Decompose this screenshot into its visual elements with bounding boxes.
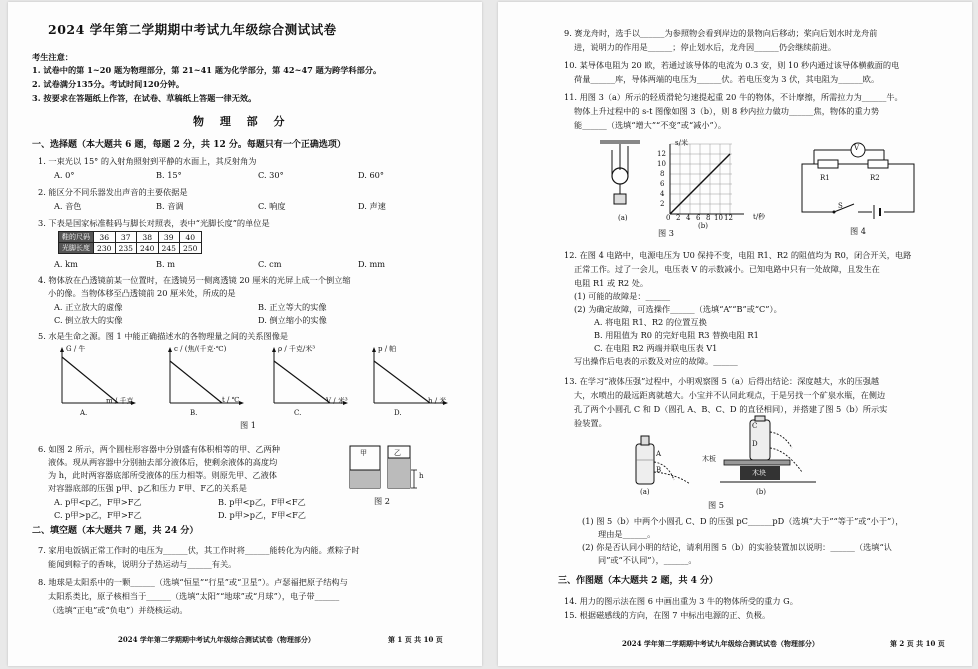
- figure-5-caption: 图 5: [708, 500, 724, 510]
- table-cell: 39: [158, 232, 180, 243]
- q1-option-c: C. 30°: [258, 170, 284, 180]
- page-footer: 2024 学年第二学期期中考试九年级综合测试试卷（物理部分）: [118, 635, 315, 644]
- fig2-h-label: h: [419, 472, 424, 480]
- question-13-sub-1-line-2: 理由是______。: [598, 529, 656, 539]
- question-13-line-1: 13. 在学习“液体压强”过程中，小明观察图 5（a）后得出结论：深度越大，水的压强越: [564, 376, 880, 386]
- fig3b-xtick: 6: [696, 214, 701, 222]
- figure-5b-setup: [720, 416, 820, 492]
- table-cell: 40: [180, 232, 202, 243]
- table-cell: 38: [137, 232, 159, 243]
- section-2-heading: 二、填空题（本大题共 7 题，共 24 分）: [32, 526, 199, 536]
- fig3b-ytick: 2: [660, 200, 665, 208]
- graph-a-option: A.: [80, 409, 88, 417]
- fig3b-ytick: 8: [660, 170, 665, 178]
- graph-d-option: D.: [394, 409, 402, 417]
- q4-option-c: C. 倒立放大的实像: [54, 315, 123, 325]
- question-8-line-2: 太阳系类比，原子核相当于______（选填“太阳”“地球”或“月球”），电子带______: [48, 591, 340, 601]
- notice-title: 考生注意：: [32, 52, 73, 62]
- question-3: 3. 下表是国家标准鞋码与脚长对照表，表中“光脚长度”的单位是: [38, 218, 270, 228]
- q3-option-a: A. km: [54, 259, 78, 269]
- graph-d-ylabel: p / 帕: [378, 345, 397, 353]
- table-cell: 250: [180, 243, 202, 254]
- q2-option-c: C. 响度: [258, 201, 286, 211]
- question-7-line-2: 能闻到粽子的香味，说明分子热运动与______有关。: [48, 559, 237, 569]
- graph-b-ylabel: c / (焦/(千克·℃): [174, 345, 227, 353]
- table-header-cell: 光脚长度: [59, 243, 94, 254]
- exam-page-1: [8, 2, 482, 666]
- graph-c-option: C.: [294, 409, 302, 417]
- question-11-line-2: 物体上升过程中的 s-t 图像如图 3（b），则 8 秒内拉力做功______焦，物体的重力势: [574, 106, 880, 116]
- table-row: [59, 232, 202, 243]
- fig3b-label: (b): [698, 222, 708, 230]
- question-13-sub-2-line-1: (2) 你是否认同小明的结论，请利用图 5（b）的实验装置加以说明：______（选填“认: [582, 542, 892, 552]
- exam-title: 2024 学年第二学期期中考试九年级综合测试试卷: [48, 22, 337, 37]
- q1-option-d: D. 60°: [358, 170, 384, 180]
- fig5-a-hole-label: A: [656, 450, 662, 458]
- question-12-line-3: 电阻 R1 或 R2 处。: [574, 278, 649, 288]
- notice-1: 1. 试卷中的第 1~20 题为物理部分，第 21~41 题为化学部分，第 42~47 题为跨学科部分。: [32, 65, 382, 75]
- q6-option-a: A. p甲<p乙，F甲>F乙: [54, 497, 142, 507]
- q6-option-b: B. p甲<p乙，F甲<F乙: [218, 497, 306, 507]
- graph-c-ylabel: ρ / 千克/米³: [278, 345, 316, 353]
- fig4-switch-label: S: [838, 202, 843, 210]
- fig3b-xtick: 12: [724, 214, 733, 222]
- fig4-voltmeter-label: V: [854, 144, 860, 152]
- question-13-sub-1-line-1: (1) 图 5（b）中两个小圆孔 C、D 的压强 pC______pD（选填“大于”“等于”或“小于”），: [582, 516, 904, 526]
- q2-option-a: A. 音色: [54, 201, 82, 211]
- question-7-line-1: 7. 家用电饭锅正常工作时的电压为______伏，其工作时将______能转化为内能。煮粽子时: [38, 545, 360, 555]
- figure-1-caption: 图 1: [240, 420, 256, 430]
- question-13-line-3: 孔了两个小圆孔 C 和 D（圆孔 A、B、C、D 的直径相同），并搭建了图 5（b）所示实: [574, 404, 888, 414]
- question-6-line-1: 6. 如图 2 所示，两个圆柱形容器中分别盛有体积相等的甲、乙两种: [38, 444, 280, 454]
- fig3b-xtick: 10: [714, 214, 723, 222]
- fig2-yi-label: 乙: [394, 449, 401, 457]
- question-11-line-1: 11. 用图 3（a）所示的轻质滑轮匀速提起重 20 牛的物体，不计摩擦，所需拉力为______牛。: [564, 92, 903, 102]
- q3-option-c: C. cm: [258, 259, 282, 269]
- fig5-block-label: 木块: [752, 469, 766, 477]
- q4-option-b: B. 正立等大的实像: [258, 302, 327, 312]
- fig5-board-label: 木板: [702, 455, 716, 463]
- q1-option-b: B. 15°: [156, 170, 182, 180]
- question-6-line-2: 液体。现从两容器中分别抽去部分液体后，使剩余液体的高度均: [48, 457, 278, 467]
- question-12-line-1: 12. 在图 4 电路中，电源电压为 U0 保持不变，电阻 R1、R2 的阻值均为 R0，闭合开关，电路: [564, 250, 912, 260]
- question-15: 15. 根据磁感线的方向，在图 7 中标出电源的正、负极。: [564, 610, 771, 620]
- question-1: 1. 一束光以 15° 的入射角照射到平静的水面上，其反射角为: [38, 156, 257, 166]
- notice-3: 3. 按要求在答题纸上作答，在试卷、草稿纸上答题一律无效。: [32, 93, 257, 103]
- question-10-line-2: 荷量______库，导体两端的电压为______伏。若电压变为 3 伏，其电阻为______欧。: [574, 74, 880, 84]
- fig2-jia-label: 甲: [360, 449, 367, 457]
- graph-d-xlabel: h / 米: [428, 397, 447, 405]
- question-4-line-2: 小的像。当物体移至凸透镜前 20 厘米处，所成的是: [48, 288, 236, 298]
- q4-option-d: D. 倒立缩小的实像: [258, 315, 327, 325]
- question-11-line-3: 能______（选填“增大”“不变”或“减小”）。: [574, 120, 727, 130]
- question-9-line-1: 9. 赛龙舟时，选手以______为参照物会看到岸边的景物向后移动；桨向后划水时龙舟前: [564, 28, 878, 38]
- question-12-sub-1: (1) 可能的故障是：______: [574, 291, 671, 301]
- table-row: [59, 243, 202, 254]
- q6-option-d: D. p甲>p乙，F甲<F乙: [218, 510, 306, 520]
- fig5b-label: (b): [756, 488, 766, 496]
- fig3b-xlabel: t/秒: [753, 213, 766, 221]
- notice-2: 2. 试卷满分135分。考试时间120分钟。: [32, 79, 185, 89]
- table-cell: 36: [94, 232, 116, 243]
- exam-page-2: [498, 2, 972, 666]
- fig3b-ytick: 10: [657, 160, 666, 168]
- part-title: 物 理 部 分: [193, 115, 291, 128]
- fig3b-ytick: 12: [657, 150, 666, 158]
- question-8-line-1: 8. 地球是太阳系中的一颗______（选填“恒星”“行星”或“卫星”）。卢瑟福把原子结构与: [38, 577, 348, 587]
- table-cell: 37: [115, 232, 137, 243]
- figure-2-caption: 图 2: [374, 496, 390, 506]
- figure-3a-pulley: [598, 140, 648, 212]
- st-graph-grid: [670, 144, 732, 214]
- table-header-cell: 鞋的尺码: [59, 232, 94, 243]
- q4-option-a: A. 正立放大的虚像: [54, 302, 123, 312]
- table-cell: 245: [158, 243, 180, 254]
- fig3b-ylabel: s/米: [675, 139, 688, 147]
- question-13-line-2: 大，水喷出的最远距离就越大。小宝并不认同此观点，于是另找一个矿泉水瓶，在侧边: [574, 390, 886, 400]
- fig4-r1-label: R1: [820, 174, 830, 182]
- question-6-line-4: 对容器底部的压强 p甲、p乙和压力 F甲、F乙的关系是: [48, 483, 247, 493]
- question-2: 2. 能区分不同乐器发出声音的主要依据是: [38, 187, 188, 197]
- graph-b-option: B.: [190, 409, 198, 417]
- figure-4-circuit: [794, 142, 924, 222]
- section-1-heading: 一、选择题（本大题共 6 题，每题 2 分，共 12 分。每题只有一个正确选项）: [32, 140, 346, 150]
- question-5: 5. 水是生命之源。图 1 中能正确描述水的各物理量之间的关系图像是: [38, 331, 289, 341]
- question-13-sub-2-line-2: 同”或“不认同”），______。: [598, 555, 697, 565]
- graph-a-ylabel: G / 牛: [66, 345, 86, 353]
- question-4-line-1: 4. 物体放在凸透镜前某一位置时，在透镜另一侧离透镜 20 厘米的光屏上成一个倒立缩: [38, 275, 351, 285]
- fig3b-ytick: 4: [660, 190, 665, 198]
- question-9-line-2: 进，说明力的作用是______；停止划水后，龙舟因______仍会继续前进。: [574, 42, 837, 52]
- question-13-line-4: 验装置。: [574, 418, 607, 428]
- question-10-line-1: 10. 某导体电阻为 20 欧，若通过该导体的电流为 0.3 安，则 10 秒内通过该导体横截面的电: [564, 60, 900, 70]
- fig3b-xtick: 4: [686, 214, 691, 222]
- table-cell: 230: [94, 243, 116, 254]
- fig3b-ytick: 6: [660, 180, 665, 188]
- q3-option-d: D. mm: [358, 259, 386, 269]
- q2-option-d: D. 声速: [358, 201, 386, 211]
- fig3a-label: (a): [618, 214, 628, 222]
- q1-option-a: A. 0°: [54, 170, 75, 180]
- fig3b-xtick: 2: [676, 214, 681, 222]
- q12-option-a: A. 将电阻 R1、R2 的位置互换: [594, 317, 707, 327]
- table-cell: 235: [115, 243, 137, 254]
- fig3b-xtick: 8: [706, 214, 711, 222]
- graph-b-xlabel: t / ℃: [222, 396, 240, 404]
- q3-option-b: B. m: [156, 259, 175, 269]
- fig3b-xtick: 0: [666, 214, 671, 222]
- question-14: 14. 用力的图示法在图 6 中画出重为 3 牛的物体所受的重力 G。: [564, 596, 798, 606]
- shoe-size-table: [58, 231, 202, 254]
- table-cell: 240: [137, 243, 159, 254]
- question-6-line-3: 为 h，此时两容器底部所受液体的压力相等。则原先甲、乙液体: [48, 470, 277, 480]
- graph-a-xlabel: m / 千克: [106, 397, 134, 405]
- question-12-sub-3: 写出操作后电表的示数及对应的故障。______: [574, 356, 738, 366]
- question-12-sub-2: (2) 为确定故障，可选操作______（选填“A”“B”或“C”）。: [574, 304, 782, 314]
- question-12-line-2: 正常工作。过了一会儿，电压表 V 的示数减小。已知电路中只有一处故障，且发生在: [574, 264, 880, 274]
- page-number: 第 2 页 共 10 页: [890, 639, 945, 648]
- fig4-r2-label: R2: [870, 174, 880, 182]
- figure-4-caption: 图 4: [850, 226, 866, 236]
- fig5-c-hole-label: C: [752, 422, 758, 430]
- q6-option-c: C. p甲>p乙，F甲>F乙: [54, 510, 142, 520]
- q12-option-b: B. 用阻值为 R0 的完好电阻 R3 替换电阻 R1: [594, 330, 759, 340]
- figure-3b-st-graph: [660, 142, 750, 222]
- fig5-b-hole-label: B: [656, 466, 662, 474]
- fig5-d-hole-label: D: [752, 440, 758, 448]
- page-footer: 2024 学年第二学期期中考试九年级综合测试试卷（物理部分）: [622, 639, 819, 648]
- q12-option-c: C. 在电阻 R2 两端并联电压表 V1: [594, 343, 718, 353]
- q2-option-b: B. 音调: [156, 201, 184, 211]
- page-number: 第 1 页 共 10 页: [388, 635, 443, 644]
- figure-5a-bottle: [628, 430, 708, 488]
- graph-c-xlabel: V / 米³: [326, 397, 348, 405]
- question-8-line-3: （选填“正电”或“负电”）并绕核运动。: [48, 605, 188, 615]
- fig5a-label: (a): [640, 488, 650, 496]
- section-3-heading: 三、作图题（本大题共 2 题，共 4 分）: [558, 576, 719, 586]
- figure-3-caption: 图 3: [658, 228, 674, 238]
